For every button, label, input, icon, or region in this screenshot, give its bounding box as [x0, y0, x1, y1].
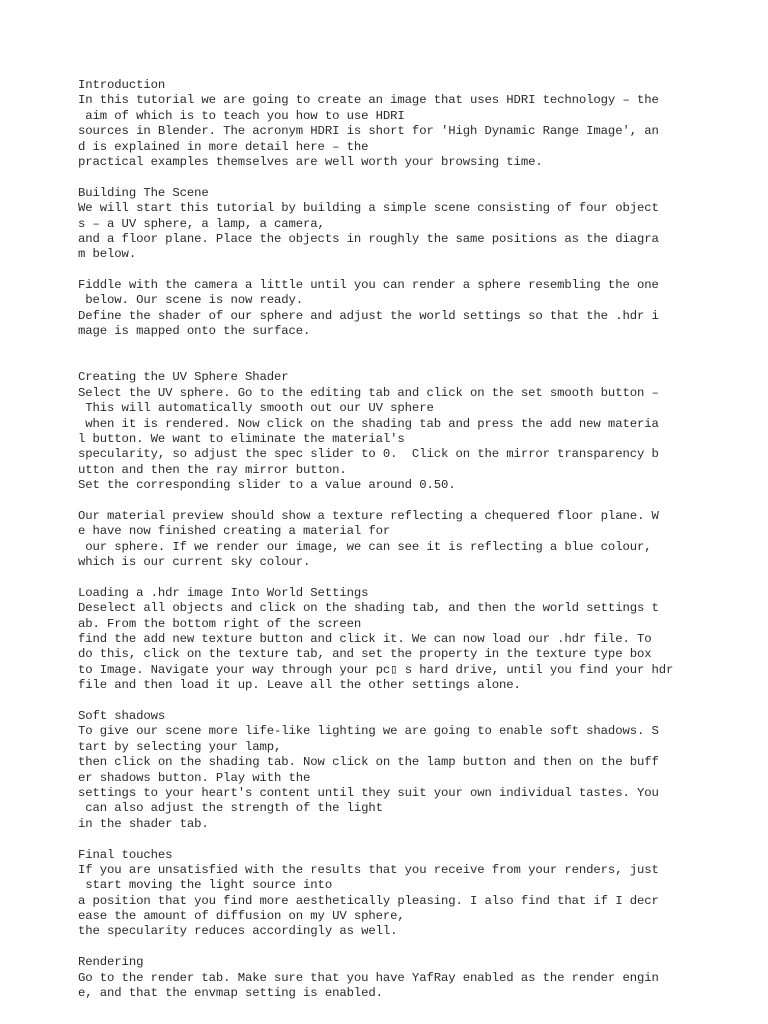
blank-line: [78, 571, 718, 586]
text-line: Define the shader of our sphere and adjust the world settings so that the .hdr i: [78, 308, 659, 323]
text-line: To give our scene more life-like lighting we are going to enable soft shadows. S: [78, 724, 659, 739]
text-line: Rendering: [78, 955, 144, 970]
text-line: in the shader tab.: [78, 816, 209, 831]
text-line: e have now finished creating a material for: [78, 524, 391, 539]
text-line: sources in Blender. The acronym HDRI is short for 'High Dynamic Range Image', an: [78, 124, 659, 139]
text-line: Soft shadows: [78, 709, 166, 724]
text-line: and a floor plane. Place the objects in roughly the same positions as the diagra: [78, 231, 659, 246]
text-line: the specularity reduces accordingly as well.: [78, 924, 398, 939]
text-line: ab. From the bottom right of the screen: [78, 616, 362, 631]
text-line: In this tutorial we are going to create an image that uses HDRI technology – the: [78, 93, 659, 108]
text-line: aim of which is to teach you how to use HDRI: [78, 108, 405, 123]
text-line: below. Our scene is now ready.: [78, 293, 304, 308]
text-line: Loading a .hdr image Into World Settings: [78, 585, 369, 600]
blank-line: [78, 340, 718, 355]
text-line: Our material preview should show a texture reflecting a chequered floor plane. W: [78, 508, 659, 523]
text-line: find the add new texture button and click it. We can now load our .hdr file. To: [78, 632, 652, 647]
text-line: tart by selecting your lamp,: [78, 739, 282, 754]
text-line: settings to your heart's content until they suit your own individual tastes. You: [78, 785, 659, 800]
text-line: If you are unsatisfied with the results that you receive from your renders, just: [78, 862, 659, 877]
text-line: Introduction: [78, 78, 166, 92]
text-line: utton and then the ray mirror button.: [78, 462, 347, 477]
blank-line: [78, 170, 718, 185]
text-line: Go to the render tab. Make sure that you have YafRay enabled as the render engin: [78, 970, 659, 985]
text-line: d is explained in more detail here – the: [78, 139, 369, 154]
text-line: which is our current sky colour.: [78, 555, 311, 570]
text-line: then click on the shading tab. Now click on the lamp button and then on the buff: [78, 755, 659, 770]
text-line: e, and that the envmap setting is enabled.: [78, 986, 383, 1001]
text-line: Select the UV sphere. Go to the editing tab and click on the set smooth button –: [78, 385, 659, 400]
text-line: can also adjust the strength of the light: [78, 801, 383, 816]
text-line: a position that you find more aesthetically pleasing. I also find that if I decr: [78, 893, 659, 908]
text-line: Fiddle with the camera a little until you can render a sphere resembling the one: [78, 278, 659, 293]
text-line: our sphere. If we render our image, we can see it is reflecting a blue colour,: [78, 539, 652, 554]
text-line: Creating the UV Sphere Shader: [78, 370, 289, 385]
text-line: file and then load it up. Leave all the other settings alone.: [78, 678, 521, 693]
text-line: practical examples themselves are well worth your browsing time.: [78, 154, 543, 169]
text-line: Final touches: [78, 847, 173, 862]
text-line: when it is rendered. Now click on the shading tab and press the add new materia: [78, 416, 659, 431]
text-line: Set the corresponding slider to a value around 0.50.: [78, 478, 456, 493]
blank-line: [78, 832, 718, 847]
text-line: do this, click on the texture tab, and set the property in the texture type box: [78, 647, 652, 662]
text-line: l button. We want to eliminate the material's: [78, 431, 405, 446]
text-line: Building The Scene: [78, 185, 209, 200]
text-line: ease the amount of diffusion on my UV sphere,: [78, 909, 405, 924]
blank-line: [78, 263, 718, 278]
text-line: We will start this tutorial by building a simple scene consisting of four object: [78, 201, 659, 216]
text-line: to Image. Navigate your way through your pc▯ s hard drive, until you find your hdr: [78, 662, 674, 677]
text-line: er shadows button. Play with the: [78, 770, 311, 785]
text-line: m below.: [78, 247, 137, 262]
blank-line: [78, 940, 718, 955]
document-body: [78, 78, 718, 1001]
text-line: s – a UV sphere, a lamp, a camera,: [78, 216, 325, 231]
text-line: This will automatically smooth out our UV sphere: [78, 401, 434, 416]
blank-line: [78, 694, 718, 709]
text-line: mage is mapped onto the surface.: [78, 324, 311, 339]
text-line: specularity, so adjust the spec slider to 0. Click on the mirror transparency b: [78, 447, 659, 462]
blank-line: [78, 355, 718, 370]
text-line: start moving the light source into: [78, 878, 333, 893]
blank-line: [78, 494, 718, 509]
text-line: Deselect all objects and click on the shading tab, and then the world settings t: [78, 601, 659, 616]
